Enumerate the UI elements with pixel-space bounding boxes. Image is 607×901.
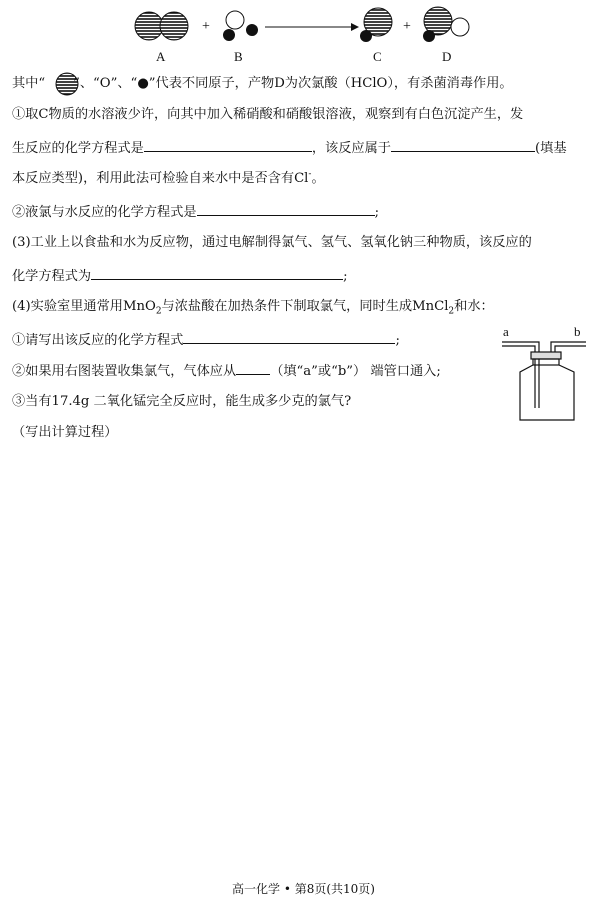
label-d: D [442,49,452,64]
q2-end: ; [374,205,380,220]
answer-blank-q3[interactable] [91,266,343,280]
intro-text: ”、“O”、“●”代表不同原子，产物D为次氯酸（HClO），有杀菌消毒作用。 [73,76,513,91]
answer-blank-reaction-type[interactable] [391,138,535,152]
q3-text: 化学方程式为 [12,269,92,284]
q1-text-c: (填基 [535,141,567,156]
gas-bottle-apparatus [502,342,586,420]
q1-text-b: ，该反应属于 [311,141,391,156]
apparatus-label-b: b [574,324,581,339]
q2-line [12,202,379,222]
answer-blank-equation[interactable] [144,138,312,152]
q1-sup: - [308,169,312,180]
q3-end: ; [343,269,348,284]
q1-line2 [12,138,567,158]
label-c: C [373,49,382,64]
label-a: A [156,49,166,64]
q3-line2 [12,266,348,286]
q1-line1: ①取C物质的水溶液少许，向其中加入稀硝酸和硝酸银溶液，观察到有白色沉淀产生，发 [12,107,524,122]
q1-line3 [12,170,325,188]
answer-blank-q4-equation[interactable] [183,330,395,344]
q4-line1 [12,298,494,316]
q4-s1-text: ①请写出该反应的化学方程式 [12,333,184,348]
plus-sign-2: + [403,19,411,34]
q1-text-d: 本反应类型)，利用此法可检验自来水中是否含有Cl [12,171,309,186]
q4-sub1 [12,330,400,350]
intro-line [12,75,513,93]
q4-sub-1: 2 [155,306,162,317]
answer-blank-q2[interactable] [197,202,375,216]
q4-s1-end: ; [395,333,400,348]
q4-sub3: ③当有17.4g 二氧化锰完全反应时，能生成多少克的氯气? [12,394,352,409]
q4-sub2 [12,361,441,381]
q1-text-e: 。 [311,171,325,186]
q1-text-a: 生反应的化学方程式是 [12,141,144,156]
q4-sub-2: 2 [448,306,455,317]
q4-s2-text: ②如果用右图装置收集氯气，气体应从 [12,364,237,379]
q3-line1: (3)工业上以食盐和水为反应物，通过电解制得氯气、氢气、氢氧化钠三种物质，该反应的 [12,235,532,250]
label-b: B [234,49,243,64]
q4-sub4: （写出计算过程） [12,425,118,440]
intro-prefix: 其中“ [12,76,46,91]
molecule-c [360,8,392,42]
q4-text-a: (4)实验室里通常用MnO [12,299,156,314]
molecule-d [423,7,469,42]
molecule-a [135,12,188,40]
q4-s2-text-b: （填“a”或“b”） 端管口通入; [270,364,441,379]
q4-text-c: 和水： [454,299,494,314]
molecule-b [223,11,258,41]
q2-text: ②液氯与水反应的化学方程式是 [12,205,197,220]
answer-blank-port[interactable] [236,361,270,375]
plus-sign-1: + [202,19,210,34]
reaction-arrow [265,23,359,31]
apparatus-label-a: a [503,324,509,339]
q4-text-b: 与浓盐酸在加热条件下制取氯气，同时生成MnCl [161,299,449,314]
page-footer: 高一化学 • 第8页(共10页) [232,882,375,896]
